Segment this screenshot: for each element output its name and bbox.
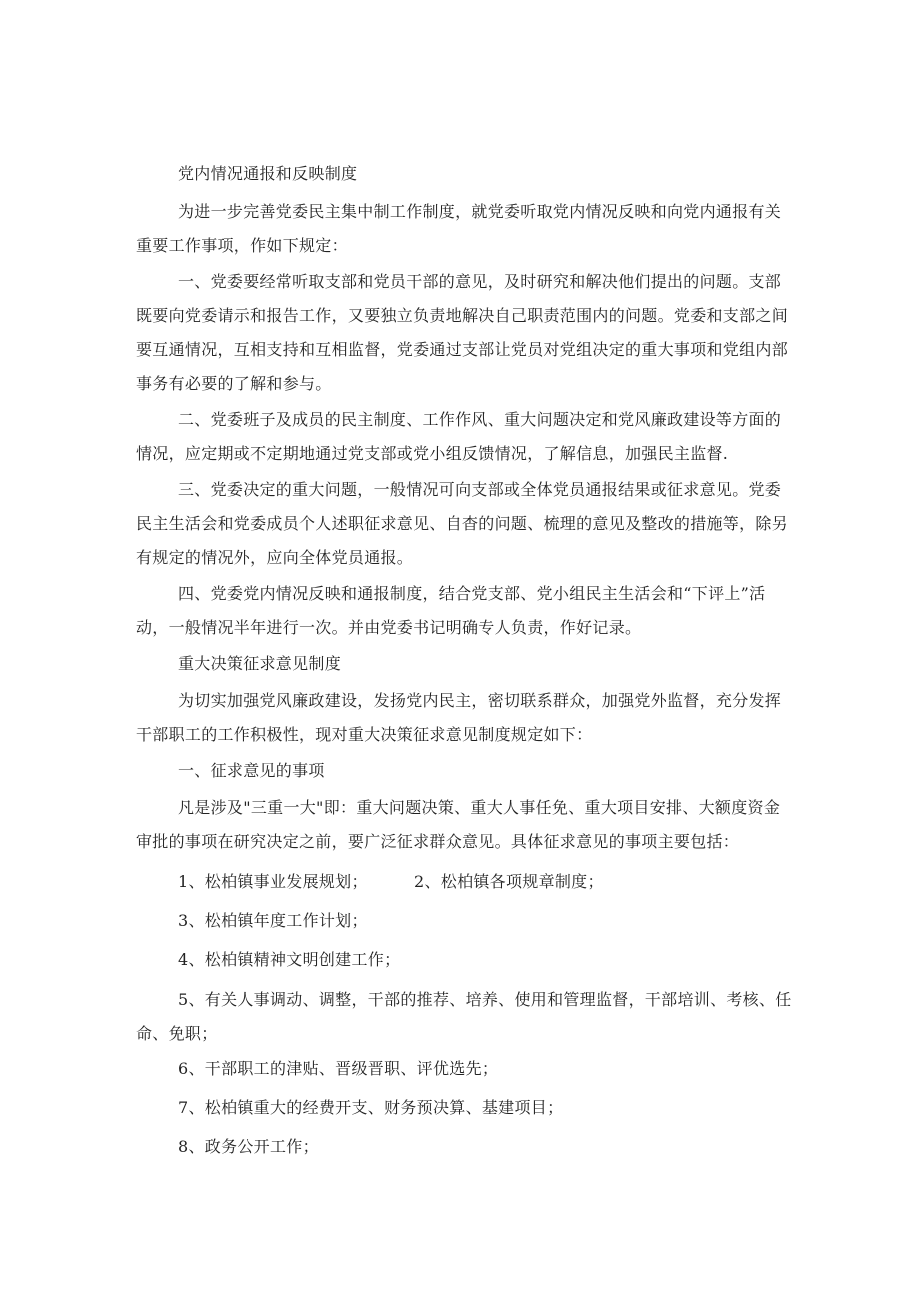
subheading-consultation-matters: 一、征求意见的事项 xyxy=(178,761,325,780)
rule-paragraph-2: 二、党委班子及成员的民主制度、工作作风、重大问题决定和党风廉政建设等方面的情况，应定期或不定期地通过党支部或党小组反馈情况，了解信息，加强民主监督. xyxy=(136,410,782,463)
rule-paragraph-4: 四、党委党内情况反映和通报制度，结合党支部、党小组民主生活会和“下评上”活动，一般情况半年进行一次。并由党委书记明确专人负责，作好记录。 xyxy=(136,584,766,637)
section2-intro-paragraph: 为切实加强党风廉政建设，发扬党内民主，密切联系群众，加强党外监督，充分发挥干部职工的工作积极性，现对重大决策征求意见制度规定如下： xyxy=(136,691,782,744)
scope-paragraph: 凡是涉及"三重一大"即：重大问题决策、重大人事任免、重大项目安排、大额度资金审批的事项在研究决定之前，要广泛征求群众意见。具体征求意见的事项主要包括： xyxy=(136,798,781,851)
rule-paragraph-1: 一、党委要经常听取支部和党员干部的意见，及时研究和解决他们提出的问题。支部既要向党委请示和报告工作，又要独立负责地解决自己职责范围内的问题。党委和支部之间要互通情况，互相支持和互相监督，党委通过支部让党员对党组决定的重大事项和党组内部事务有必要的了解和参与。 xyxy=(136,272,789,393)
section-intro-paragraph: 为进一步完善党委民主集中制工作制度，就党委听取党内情况反映和向党内通报有关重要工作事项，作如下规定： xyxy=(136,202,782,255)
list-item-7: 7、松柏镇重大的经费开支、财务预决算、基建项目； xyxy=(178,1098,564,1117)
list-item-5: 5、有关人事调动、调整，干部的推荐、培养、使用和管理监督，干部培训、考核、任命、免职； xyxy=(136,990,792,1043)
section-title-decision-consultation: 重大决策征求意见制度 xyxy=(178,654,342,673)
list-item-2: 2、松柏镇各项规章制度； xyxy=(414,872,604,891)
list-item-8: 8、政务公开工作； xyxy=(178,1137,319,1156)
list-item-3: 3、松柏镇年度工作计划； xyxy=(178,911,368,930)
rule-paragraph-3: 三、党委决定的重大问题，一般情况可向支部或全体党员通报结果或征求意见。党委民主生活会和党委成员个人述职征求意见、自杳的问题、梳理的意见及整改的措施等，除另有规定的情况外，应向全体党员通报。 xyxy=(136,480,789,567)
list-item-6: 6、干部职工的津贴、晋级晋职、评优选先； xyxy=(178,1059,499,1078)
section-title-party-reporting: 党内情况通报和反映制度 xyxy=(178,164,358,183)
list-item-4: 4、松柏镇精神文明创建工作； xyxy=(178,950,401,969)
list-item-1: 1、松柏镇事业发展规划； xyxy=(178,872,368,891)
